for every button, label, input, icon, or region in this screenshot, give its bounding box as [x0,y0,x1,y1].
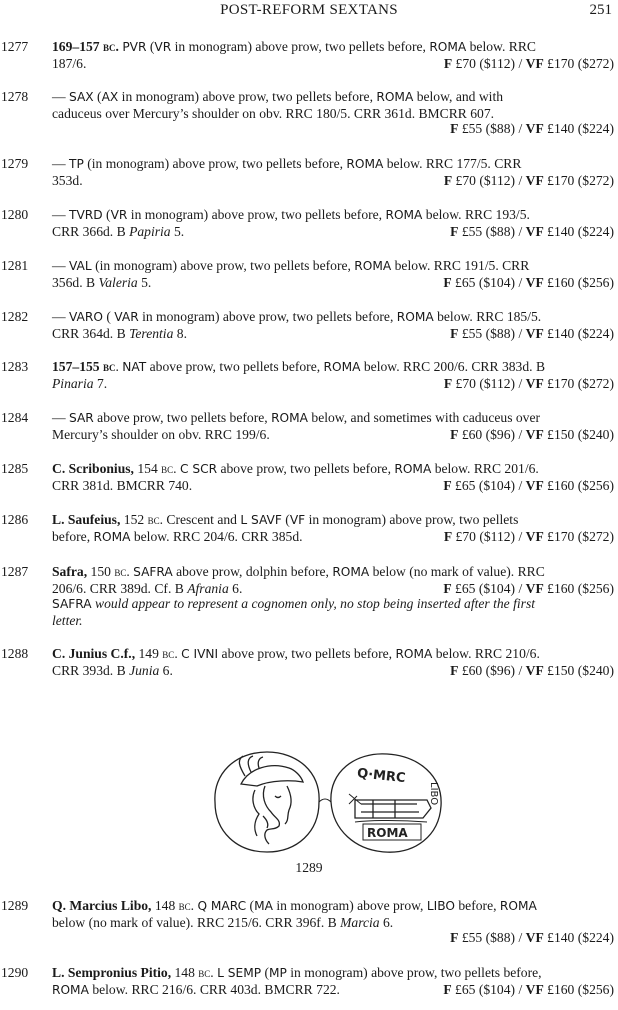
entry-number: 1290 [1,965,29,980]
legend: VF [289,513,306,527]
entry-number: 1279 [1,156,29,171]
entry-line-1 [52,89,614,106]
text: 8. [173,325,187,341]
text: ( [146,39,155,54]
legend: SAFRA [133,565,173,579]
era-abbrev: bc [102,359,116,374]
reference: 187/6. [52,55,87,71]
price [52,930,614,946]
catalogue-entry-1278 [0,89,618,137]
text: 356d. B [52,274,99,290]
price [444,56,614,72]
legend: ROMA [354,259,392,273]
grade-vf: VF [525,981,544,997]
catalogue-entry-1277 [0,39,618,71]
text: 6. [228,580,243,596]
legend: VARO [69,310,103,324]
family-name: Terentia [129,325,174,341]
price-f: £70 ($112) / [452,55,526,71]
grade-f: F [450,426,459,442]
text: above prow, dolphin before, [172,564,333,579]
legend: NAT [122,360,147,374]
price [444,529,614,546]
text: below. RRC 201/6. [431,461,539,476]
entry-number: 1281 [1,258,29,273]
family-name: Marcia [340,914,380,930]
legend: VAL [69,259,92,273]
price-vf: £140 ($224) [543,325,614,341]
grade-f: F [450,121,459,136]
entry-line-1 [52,564,614,581]
entry-number: 1287 [1,564,29,579]
legend: ROMA [346,157,384,171]
family-name: Valeria [98,274,138,290]
entry-line-1 [52,898,614,915]
legend: ROMA [323,360,361,374]
text: ( [261,965,269,980]
reverse-legend-side: LIBO [428,782,439,806]
punct: . [210,965,218,980]
price-vf: £160 ($256) [543,274,614,290]
catalogue-entry-1281 [0,258,618,290]
reference [52,224,184,240]
entry-number: 1278 [1,89,29,104]
text: below. RRC 191/5. CRR [391,258,530,273]
entry-line-1 [52,410,614,427]
legend: ROMA [395,647,433,661]
era-abbrev: bc [102,39,116,54]
entry-note-line-2 [52,613,614,629]
entry-line-1 [52,39,614,56]
text: below. RRC 185/5. [433,309,542,324]
era-abbrev: bc [198,965,211,980]
entry-line-2 [52,326,614,342]
grade-vf: VF [525,121,544,136]
grade-f: F [443,981,452,997]
price-f: £65 ($104) / [451,981,526,997]
text: (in monogram) above prow, two pellets before, [91,258,355,273]
text: below. RRC 200/6. CRR 383d. B [360,359,546,374]
text: above prow, two pellets before, [93,410,272,425]
price [450,224,614,240]
reverse-legend-bottom: ROMA [367,826,408,840]
entry-line-2 [52,376,614,392]
text: CRR 364d. B [52,325,130,341]
text: in monogram) above prow, [272,898,427,913]
entry-line-1 [52,309,614,326]
entry-line-2 [52,982,614,999]
entry-number: 1289 [1,898,29,913]
text: CRR 393d. B [52,662,130,678]
petasus-icon [241,766,303,786]
legend: ROMA [376,90,414,104]
legend: SAX [69,90,94,104]
catalogue-entry-1288 [0,646,618,678]
grade-f: F [443,580,452,596]
moneyer-name: Q. Marcius Libo, [52,898,152,913]
text: below (no mark of value). RRC [369,564,545,579]
text: (in monogram) above prow, two pellets before, [83,156,347,171]
text: — [52,309,69,324]
catalogue-entry-1286 [0,512,618,545]
catalogue-entry-1287 [0,564,618,628]
price [52,121,614,137]
punct: . [190,898,198,913]
reference [52,326,187,342]
price [450,663,614,679]
price-vf: £150 ($240) [543,426,614,442]
text: before, [454,898,500,913]
price-vf: £150 ($240) [543,662,614,678]
entry-number: 1282 [1,309,29,324]
catalogue-entry-1285 [0,461,618,493]
price [443,478,614,494]
text: 6. [159,662,173,678]
price [443,982,614,999]
entry-number: 1288 [1,646,29,661]
price [443,581,614,597]
grade-vf: VF [525,172,544,188]
moneyer-name: Safra, [52,564,88,579]
text: — [52,89,69,104]
price-f: £55 ($88) / [458,325,526,341]
entry-line-2 [52,581,614,597]
grade-vf: VF [525,55,544,71]
legend: PVR [122,40,147,54]
punct: . [126,564,134,579]
legend: VR [110,208,128,222]
text: ( [102,207,111,222]
reference: 353d. [52,172,83,188]
catalogue-entry-1282 [0,309,618,341]
entry-number: 1280 [1,207,29,222]
text: — [52,258,69,273]
text: below (no mark of value). RRC 215/6. CRR 396f. B [52,914,341,930]
entry-line-2 [52,275,614,291]
entry-line-1 [52,646,614,663]
price-f: £55 ($88) / [458,223,526,239]
price-f: £70 ($112) / [452,172,526,188]
text: ( [93,89,102,104]
catalogue-entry-1289 [0,898,618,946]
entry-number: 1277 [1,39,29,54]
legend: AX [101,90,119,104]
punct: . [173,461,180,476]
text: — [52,410,69,425]
legend: L SAVF [240,513,282,527]
price-vf: £170 ($272) [543,172,614,188]
grade-vf: VF [525,223,544,239]
text: 154 [133,461,162,476]
text: 149 [135,646,163,661]
grade-vf: VF [525,930,544,945]
text: below, and sometimes with caduceus over [308,410,541,425]
text: ( [102,309,115,324]
legend: MP [269,966,287,980]
reference [52,376,107,392]
text: 150 [87,564,115,579]
punct: . [115,39,119,54]
legend: VR [154,40,172,54]
price-vf: £170 ($272) [543,55,614,71]
text: — [52,207,69,222]
text: above prow, two pellets before, [146,359,324,374]
text: . Crescent and [159,512,241,527]
punct: . [115,359,123,374]
legend: TVRD [69,208,103,222]
price-f: £70 ($112) / [452,375,526,391]
entry-line-2 [52,224,614,240]
grade-f: F [443,528,453,544]
text: below. RRC [466,39,536,54]
price [450,427,614,443]
price-vf: £140 ($224) [543,930,614,945]
legend: SAFRA [52,597,92,611]
figure-caption: 1289 [295,860,323,875]
legend: TP [69,157,84,171]
entry-line-2 [52,478,614,494]
reference [52,663,173,679]
grade-vf: VF [525,274,544,290]
obverse-flan [215,752,319,852]
text: in monogram) above prow, two pellets before, [171,39,430,54]
grade-vf: VF [525,477,544,493]
legend: ROMA [385,208,423,222]
reference: CRR 381d. BMCRR 740. [52,477,193,493]
grade-f: F [450,325,459,341]
entry-line-2 [52,427,614,443]
price-f: £60 ($96) / [458,426,526,442]
era-abbrev: bc [178,898,191,913]
catalogue-entry-1290 [0,965,618,998]
entry-line-1 [52,207,614,224]
catalogue-entry-1280 [0,207,618,239]
text: CRR 366d. B [52,223,130,239]
moneyer-name: L. Sempronius Pitio, [52,965,172,980]
prow-icon [355,800,431,818]
entry-line-1 [52,461,614,478]
entry-line-2 [52,56,614,72]
entry-line-2 [52,915,614,931]
grade-f: F [443,172,453,188]
text: in monogram) above prow, two pellets before, [118,89,377,104]
price [450,326,614,342]
moneyer-name: L. Saufeius, [52,512,121,527]
entry-line-2 [52,529,614,546]
text: 5. [137,274,152,290]
price-f: £55 ($88) / [458,930,526,945]
price-f: £65 ($104) / [451,477,526,493]
text: in monogram) above prow, two pellets [305,512,519,527]
catalogue-entry-1283 [0,359,618,391]
legend: ROMA [332,565,370,579]
entry-number: 1285 [1,461,29,476]
grade-vf: VF [525,375,544,391]
text: above prow, two pellets before, [217,461,395,476]
price-vf: £140 ($224) [543,223,614,239]
note-text: would appear to represent a cognomen only, no stop being inserted after the first [91,596,536,611]
legend: L SEMP [217,966,262,980]
legend: ROMA [271,411,308,425]
text: below. RRC 216/6. CRR 403d. BMCRR 722. [88,981,340,997]
mercury-head [263,786,279,844]
page-number: 251 [589,2,612,18]
entry-note-line-1 [52,596,614,613]
legend: VAR [114,310,139,324]
text: below. RRC 204/6. CRR 385d. [130,528,303,544]
entry-line-1 [52,359,614,376]
grade-vf: VF [525,528,544,544]
grade-f: F [443,375,453,391]
family-name: Junia [129,662,160,678]
price-vf: £160 ($256) [543,580,614,596]
grade-f: F [450,930,459,945]
text: 6. [379,914,394,930]
text: 7. [93,375,108,391]
text: below. RRC 210/6. [432,646,540,661]
entry-number: 1284 [1,410,29,425]
price-vf: £160 ($256) [543,477,614,493]
entry-line-2 [52,173,614,189]
text: below. RRC 177/5. CRR [383,156,522,171]
grade-vf: VF [525,580,544,596]
era-abbrev: bc [161,461,174,476]
text: before, [52,528,94,544]
legend: ROMA [499,899,537,913]
legend: ROMA [396,310,434,324]
grade-f: F [450,223,459,239]
price-vf: £160 ($256) [543,981,614,997]
legend: ROMA [394,462,432,476]
entry-line-1 [52,156,614,173]
price [444,376,614,392]
legend: C IVNI [181,647,219,661]
reference [52,581,242,597]
moneyer-name: C. Scribonius, [52,461,134,476]
text: below. RRC 193/5. [422,207,530,222]
coin-illustration [205,746,457,859]
grade-f: F [443,274,452,290]
text: in monogram) above prow, two pellets before, [138,309,397,324]
grade-vf: VF [525,426,544,442]
text: below, and with [413,89,504,104]
price [444,173,614,189]
date-range: 157–155 [52,359,100,374]
legend: ROMA [52,982,89,997]
text: ( [281,512,290,527]
price-vf: £170 ($272) [543,375,614,391]
price-f: £65 ($104) / [451,580,526,596]
era-abbrev: bc [162,646,175,661]
coin-drawing [205,746,457,859]
entry-line-1 [52,965,614,982]
price-f: £65 ($104) / [451,274,526,290]
text: 5. [170,223,185,239]
legend: MA [254,899,273,913]
entry-number: 1283 [1,359,29,374]
legend: ROMA [429,40,467,54]
family-name: Papiria [129,223,171,239]
era-abbrev: bc [147,512,160,527]
text: ( [246,898,255,913]
entry-line-2: caduceus over Mercury’s shoulder on obv. RRC 180/5. CRR 361d. BMCRR 607. [52,105,495,121]
legend: ROMA [93,529,131,544]
text: 148 [151,898,179,913]
text: in monogram) above prow, two pellets before, [127,207,386,222]
legend: LIBO [426,899,455,913]
text: — [52,156,69,171]
grade-f: F [450,662,459,678]
catalogue-entry-1284 [0,410,618,442]
running-title: POST-REFORM SEXTANS [220,2,398,18]
note-text: letter. [52,612,83,628]
legend: SAR [69,411,94,425]
entry-line-1 [52,512,614,529]
price-f: £70 ($112) / [452,528,526,544]
page-header [0,2,618,22]
price-vf: £170 ($272) [543,528,614,544]
price-f: £55 ($88) / [458,121,526,136]
grade-f: F [443,477,452,493]
date-range: 169–157 [52,39,100,54]
grade-vf: VF [525,325,544,341]
reverse-legend-top: Q·MRC [356,766,407,787]
entry-line-1 [52,258,614,275]
text: above prow, two pellets before, [218,646,396,661]
family-name: Afrania [187,580,229,596]
reference: Mercury’s shoulder on obv. RRC 199/6. [52,426,270,442]
legend: Q MARC [197,899,247,913]
price-vf: £140 ($224) [543,121,614,136]
price-f: £60 ($96) / [458,662,526,678]
text: 148 [171,965,199,980]
legend: C SCR [179,462,218,476]
price [443,275,614,291]
family-name: Pinaria [52,375,94,391]
era-abbrev: bc [114,564,127,579]
grade-vf: VF [525,662,544,678]
catalogue-entry-1279 [0,156,618,188]
reference [52,529,303,546]
moneyer-name: C. Junius C.f., [52,646,136,661]
reference [52,275,151,291]
grade-f: F [443,55,453,71]
text: in monogram) above prow, two pellets before, [286,965,542,980]
reference [52,982,340,999]
entry-number: 1286 [1,512,29,527]
text: 152 [120,512,148,527]
punct: . [174,646,182,661]
entry-line-2 [52,663,614,679]
text: 206/6. CRR 389d. Cf. B [52,580,188,596]
